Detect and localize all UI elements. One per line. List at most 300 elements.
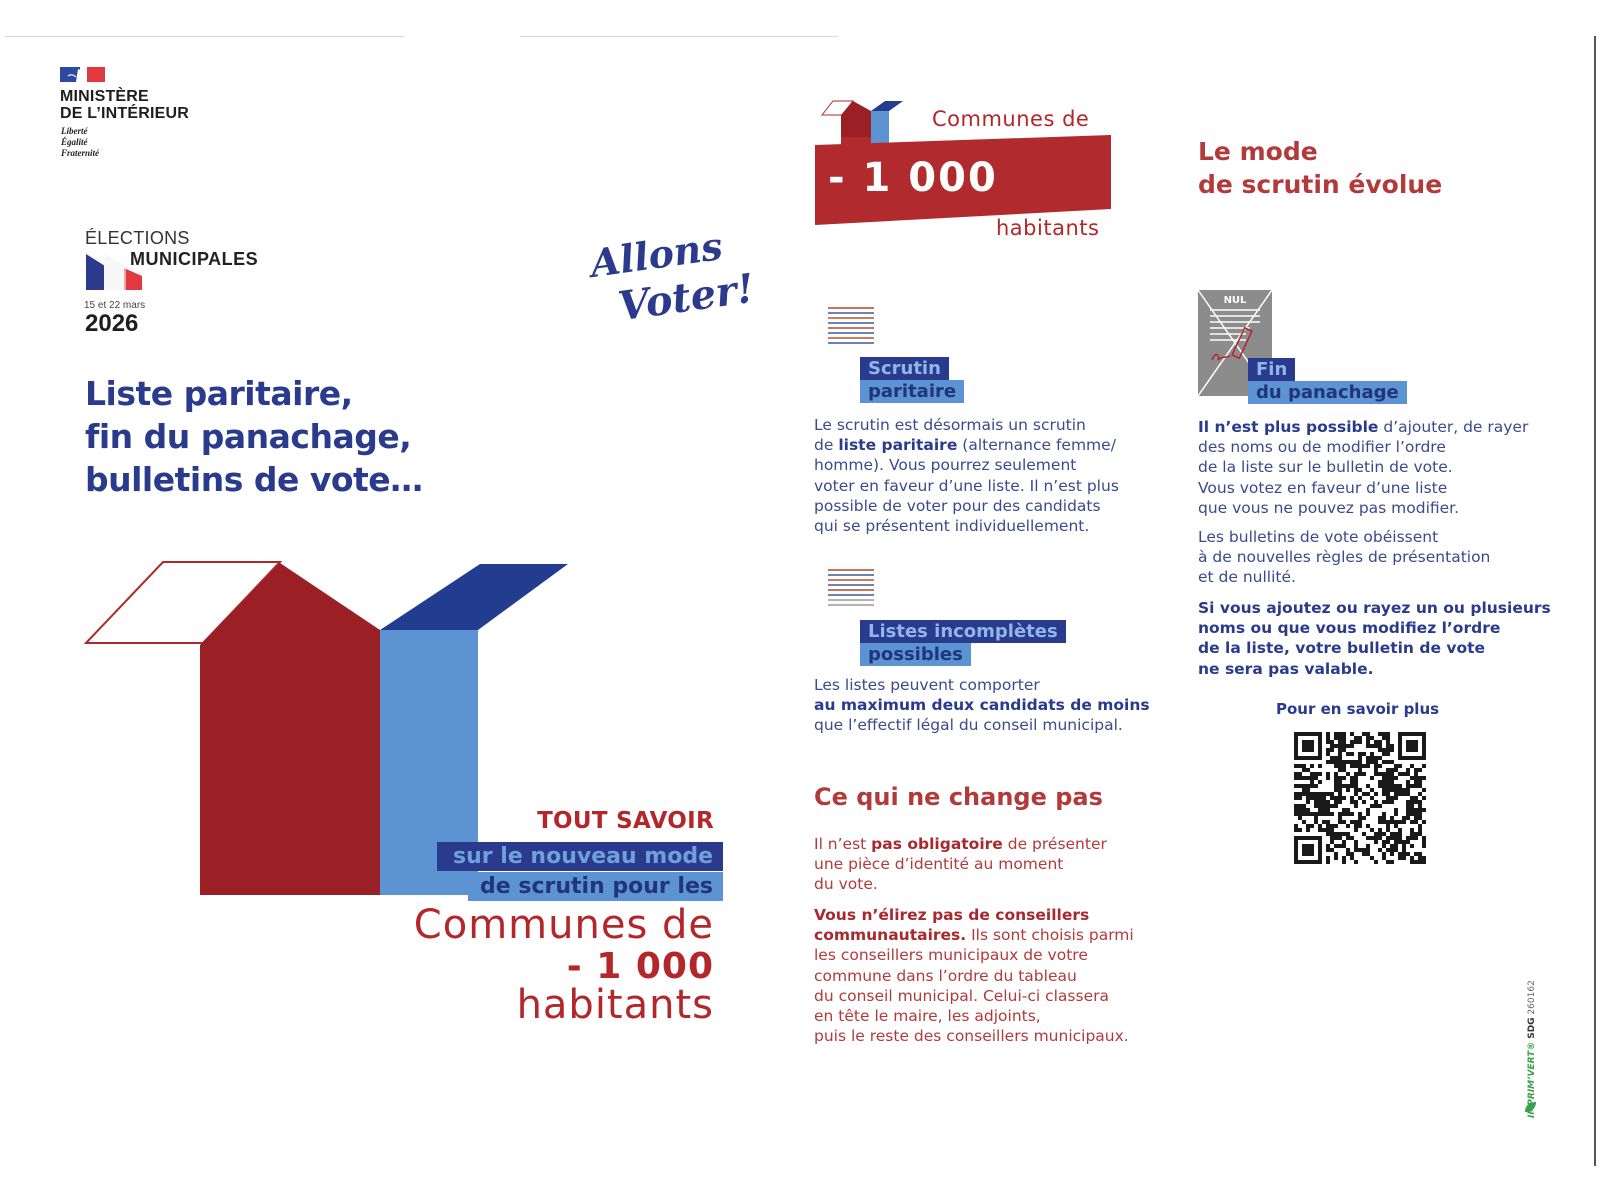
qr-module xyxy=(1382,812,1386,816)
qr-module xyxy=(1390,748,1394,752)
qr-module xyxy=(1406,840,1410,844)
qr-module xyxy=(1406,816,1410,820)
qr-module xyxy=(1370,856,1374,860)
no-change-para2 xyxy=(814,905,1134,1046)
qr-module xyxy=(1310,776,1314,780)
qr-module xyxy=(1374,764,1378,768)
qr-module xyxy=(1410,844,1414,848)
qr-module xyxy=(1338,744,1342,748)
qr-module xyxy=(1422,788,1426,792)
qr-module xyxy=(1306,812,1310,816)
qr-module xyxy=(1386,760,1390,764)
qr-module xyxy=(1354,804,1358,808)
qr-module xyxy=(1310,792,1314,796)
qr-module xyxy=(1342,856,1346,860)
qr-module xyxy=(1390,760,1394,764)
qr-module xyxy=(1386,848,1390,852)
qr-module xyxy=(1318,780,1322,784)
qr-module xyxy=(1406,784,1410,788)
qr-module xyxy=(1410,832,1414,836)
qr-module xyxy=(1358,752,1362,756)
qr-module xyxy=(1362,848,1366,852)
qr-module xyxy=(1326,772,1330,776)
qr-module xyxy=(1294,776,1298,780)
qr-module xyxy=(1354,840,1358,844)
qr-module xyxy=(1374,836,1378,840)
qr-module xyxy=(1314,804,1318,808)
qr-module xyxy=(1322,792,1326,796)
qr-module xyxy=(1398,836,1402,840)
qr-module xyxy=(1334,780,1338,784)
qr-module xyxy=(1390,836,1394,840)
qr-module xyxy=(1318,764,1322,768)
qr-module xyxy=(1406,800,1410,804)
no-change-para1 xyxy=(814,834,1107,895)
election-dates: 15 et 22 mars xyxy=(84,300,146,311)
qr-module xyxy=(1338,812,1342,816)
qr-module xyxy=(1378,732,1382,736)
qr-module xyxy=(1318,804,1322,808)
ministry-name xyxy=(60,88,189,122)
qr-module xyxy=(1394,792,1398,796)
qr-module xyxy=(1314,820,1318,824)
qr-module xyxy=(1326,832,1330,836)
qr-module xyxy=(1310,784,1314,788)
qr-module xyxy=(1334,764,1338,768)
qr-module xyxy=(1338,760,1342,764)
qr-module xyxy=(1298,792,1302,796)
text-line: et de nullité. xyxy=(1198,568,1296,587)
qr-module xyxy=(1394,784,1398,788)
election-year: 2026 xyxy=(85,310,139,337)
qr-module xyxy=(1394,796,1398,800)
qr-module xyxy=(1374,832,1378,836)
qr-module xyxy=(1318,808,1322,812)
text-line: Vous votez en faveur d’une liste xyxy=(1198,478,1448,497)
qr-module xyxy=(1306,768,1310,772)
qr-module xyxy=(1394,788,1398,792)
qr-module xyxy=(1322,828,1326,832)
qr-module xyxy=(1370,796,1374,800)
qr-module xyxy=(1366,824,1370,828)
qr-module xyxy=(1326,776,1330,780)
qr-module xyxy=(1330,804,1334,808)
qr-module xyxy=(1326,824,1330,828)
slogan-line1: Allons xyxy=(587,222,726,287)
qr-module xyxy=(1326,844,1330,848)
qr-module xyxy=(1418,816,1422,820)
qr-module xyxy=(1306,796,1310,800)
qr-module xyxy=(1294,764,1298,768)
qr-module xyxy=(1298,776,1302,780)
qr-module xyxy=(1338,780,1342,784)
qr-module xyxy=(1326,860,1330,864)
qr-module xyxy=(1354,760,1358,764)
qr-module xyxy=(1390,816,1394,820)
qr-module xyxy=(1410,860,1414,864)
qr-module xyxy=(1394,820,1398,824)
qr-module xyxy=(1314,812,1318,816)
qr-module xyxy=(1298,816,1302,820)
qr-finder xyxy=(1406,740,1418,752)
qr-module xyxy=(1298,784,1302,788)
qr-module xyxy=(1346,760,1350,764)
text-line xyxy=(814,435,1119,455)
text-line: noms ou que vous modifiez l’ordre xyxy=(1198,619,1501,638)
qr-module xyxy=(1350,836,1354,840)
qr-module xyxy=(1398,764,1402,768)
qr-module xyxy=(1394,824,1398,828)
qr-module xyxy=(1326,752,1330,756)
qr-module xyxy=(1338,764,1342,768)
qr-module xyxy=(1322,796,1326,800)
qr-module xyxy=(1334,804,1338,808)
headline-line: Liste paritaire, xyxy=(85,374,353,413)
qr-module xyxy=(1338,836,1342,840)
qr-module xyxy=(1346,808,1350,812)
qr-module xyxy=(1354,844,1358,848)
qr-module xyxy=(1406,772,1410,776)
qr-module xyxy=(1382,780,1386,784)
qr-module xyxy=(1402,840,1406,844)
qr-module xyxy=(1310,824,1314,828)
qr-module xyxy=(1402,852,1406,856)
qr-module xyxy=(1350,812,1354,816)
qr-module xyxy=(1418,808,1422,812)
qr-module xyxy=(1358,760,1362,764)
allons-voter-slogan xyxy=(587,222,758,338)
qr-module xyxy=(1294,772,1298,776)
qr-module xyxy=(1386,748,1390,752)
qr-module xyxy=(1414,780,1418,784)
qr-module xyxy=(1354,788,1358,792)
qr-module xyxy=(1338,832,1342,836)
qr-module xyxy=(1422,860,1426,864)
qr-module xyxy=(1394,776,1398,780)
qr-module xyxy=(1302,820,1306,824)
text-line: commune dans l’ordre du tableau xyxy=(814,966,1077,985)
qr-module xyxy=(1410,796,1414,800)
qr-module xyxy=(1342,776,1346,780)
qr-module xyxy=(1354,764,1358,768)
text-bold: pas obligatoire xyxy=(871,835,1003,853)
qr-module xyxy=(1342,768,1346,772)
qr-module xyxy=(1398,784,1402,788)
qr-module xyxy=(1350,764,1354,768)
qr-module xyxy=(1414,852,1418,856)
qr-module xyxy=(1342,748,1346,752)
tag-scrutin: Scrutin xyxy=(860,357,949,380)
qr-module xyxy=(1326,800,1330,804)
imprimvert-mark xyxy=(1524,978,1540,1118)
qr-module xyxy=(1374,792,1378,796)
qr-module xyxy=(1306,800,1310,804)
banner-population-number: - 1 000 xyxy=(828,155,998,201)
qr-code[interactable] xyxy=(1294,732,1426,864)
marianne-logo-icon xyxy=(60,67,105,82)
qr-module xyxy=(1310,812,1314,816)
qr-module xyxy=(1422,808,1426,812)
qr-module xyxy=(1418,784,1422,788)
text-line: qui se présentent individuellement. xyxy=(814,517,1090,536)
qr-module xyxy=(1354,772,1358,776)
qr-module xyxy=(1402,848,1406,852)
qr-module xyxy=(1410,764,1414,768)
qr-module xyxy=(1370,804,1374,808)
text-line: les conseillers municipaux de votre xyxy=(814,946,1088,965)
text-line: en tête le maire, les adjoints, xyxy=(814,1007,1041,1026)
qr-module xyxy=(1414,796,1418,800)
qr-module xyxy=(1298,812,1302,816)
qr-module xyxy=(1366,836,1370,840)
qr-module xyxy=(1390,800,1394,804)
municipales-label: MUNICIPALES xyxy=(130,249,259,269)
qr-module xyxy=(1382,748,1386,752)
qr-module xyxy=(1382,832,1386,836)
qr-module xyxy=(1338,768,1342,772)
qr-finder xyxy=(1302,844,1314,856)
cover-population-number: - 1 000 xyxy=(566,946,714,987)
scan-edge-line xyxy=(5,36,405,37)
qr-module xyxy=(1370,752,1374,756)
qr-module xyxy=(1382,776,1386,780)
qr-module xyxy=(1374,768,1378,772)
text-line: possible de voter pour des candidats xyxy=(814,496,1101,515)
text-bold: communautaires. xyxy=(814,926,967,945)
qr-module xyxy=(1366,812,1370,816)
ministry-motto xyxy=(61,126,99,159)
qr-module xyxy=(1334,852,1338,856)
qr-module xyxy=(1374,772,1378,776)
qr-module xyxy=(1338,756,1342,760)
qr-module xyxy=(1334,760,1338,764)
qr-module xyxy=(1422,856,1426,860)
qr-module xyxy=(1326,740,1330,744)
qr-module xyxy=(1366,744,1370,748)
qr-module xyxy=(1358,740,1362,744)
qr-module xyxy=(1410,776,1414,780)
text-line: Si vous ajoutez ou rayez un ou plusieurs xyxy=(1198,599,1551,617)
text-line: de la liste sur le bulletin de vote. xyxy=(1198,458,1453,477)
qr-module xyxy=(1342,832,1346,836)
qr-module xyxy=(1362,832,1366,836)
qr-module xyxy=(1394,812,1398,816)
imprimvert-text xyxy=(1524,978,1540,1118)
qr-module xyxy=(1294,792,1298,796)
qr-module xyxy=(1334,784,1338,788)
scrutin-paritaire-text xyxy=(814,415,1119,536)
qr-module xyxy=(1374,840,1378,844)
cover-habitants-label: habitants xyxy=(516,982,714,1028)
banner-communes-label: Communes de xyxy=(932,107,1090,131)
qr-module xyxy=(1390,788,1394,792)
qr-module xyxy=(1366,844,1370,848)
qr-module xyxy=(1318,824,1322,828)
qr-module xyxy=(1422,776,1426,780)
qr-module xyxy=(1294,784,1298,788)
qr-module xyxy=(1294,828,1298,832)
qr-module xyxy=(1418,860,1422,864)
qr-module xyxy=(1378,820,1382,824)
qr-module xyxy=(1398,828,1402,832)
qr-module xyxy=(1386,780,1390,784)
qr-module xyxy=(1326,812,1330,816)
cover-headline xyxy=(85,372,423,501)
qr-module xyxy=(1330,756,1334,760)
qr-module xyxy=(1326,848,1330,852)
qr-module xyxy=(1338,788,1342,792)
qr-module xyxy=(1402,772,1406,776)
text-line: que vous ne pouvez pas modifier. xyxy=(1198,498,1460,517)
text-line xyxy=(814,695,1150,715)
text-span: (alternance femme/ xyxy=(957,436,1116,455)
qr-module xyxy=(1338,796,1342,800)
qr-module xyxy=(1338,748,1342,752)
qr-module xyxy=(1382,844,1386,848)
qr-module xyxy=(1346,852,1350,856)
qr-module xyxy=(1382,760,1386,764)
qr-module xyxy=(1366,740,1370,744)
tricolor-flag-icon xyxy=(86,254,146,298)
qr-module xyxy=(1338,740,1342,744)
qr-module xyxy=(1418,776,1422,780)
qr-module xyxy=(1386,836,1390,840)
qr-module xyxy=(1386,824,1390,828)
qr-module xyxy=(1314,792,1318,796)
qr-module xyxy=(1354,828,1358,832)
qr-module xyxy=(1342,784,1346,788)
qr-module xyxy=(1390,780,1394,784)
qr-module xyxy=(1382,788,1386,792)
qr-module xyxy=(1338,752,1342,756)
qr-module xyxy=(1418,832,1422,836)
qr-module xyxy=(1342,744,1346,748)
qr-module xyxy=(1294,796,1298,800)
qr-module xyxy=(1342,860,1346,864)
qr-module xyxy=(1326,820,1330,824)
qr-module xyxy=(1298,772,1302,776)
qr-module xyxy=(1414,816,1418,820)
qr-module xyxy=(1374,740,1378,744)
qr-module xyxy=(1390,776,1394,780)
qr-module xyxy=(1358,796,1362,800)
qr-module xyxy=(1334,776,1338,780)
qr-module xyxy=(1370,736,1374,740)
qr-module xyxy=(1334,732,1338,736)
qr-module xyxy=(1334,832,1338,836)
qr-module xyxy=(1334,856,1338,860)
qr-module xyxy=(1326,808,1330,812)
qr-module xyxy=(1350,740,1354,744)
qr-module xyxy=(1298,764,1302,768)
qr-module xyxy=(1346,752,1350,756)
qr-module xyxy=(1378,756,1382,760)
qr-module xyxy=(1378,764,1382,768)
qr-module xyxy=(1350,856,1354,860)
qr-module xyxy=(1362,816,1366,820)
qr-module xyxy=(1402,844,1406,848)
qr-module xyxy=(1422,840,1426,844)
text-line xyxy=(1198,417,1528,437)
qr-module xyxy=(1366,756,1370,760)
qr-module xyxy=(1342,812,1346,816)
qr-module xyxy=(1350,784,1354,788)
qr-module xyxy=(1318,792,1322,796)
qr-module xyxy=(1294,808,1298,812)
qr-module xyxy=(1406,804,1410,808)
qr-module xyxy=(1366,760,1370,764)
qr-module xyxy=(1370,756,1374,760)
qr-module xyxy=(1390,784,1394,788)
qr-module xyxy=(1354,776,1358,780)
qr-module xyxy=(1402,788,1406,792)
text-line: homme). Vous pourrez seulement xyxy=(814,456,1077,475)
qr-module xyxy=(1354,736,1358,740)
qr-module xyxy=(1362,800,1366,804)
qr-module xyxy=(1346,848,1350,852)
qr-module xyxy=(1370,744,1374,748)
qr-module xyxy=(1414,832,1418,836)
qr-module xyxy=(1422,820,1426,824)
qr-module xyxy=(1306,784,1310,788)
incomplete-list-icon xyxy=(828,568,876,608)
text-line: de la liste, votre bulletin de vote xyxy=(1198,639,1486,658)
qr-module xyxy=(1406,788,1410,792)
text-span: de xyxy=(814,436,839,455)
qr-module xyxy=(1322,804,1326,808)
qr-module xyxy=(1386,736,1390,740)
qr-module xyxy=(1410,784,1414,788)
qr-module xyxy=(1378,744,1382,748)
qr-module xyxy=(1330,812,1334,816)
qr-module xyxy=(1378,828,1382,832)
qr-module xyxy=(1326,760,1330,764)
qr-module xyxy=(1390,744,1394,748)
ministry-name-line1: MINISTÈRE xyxy=(60,88,149,105)
qr-module xyxy=(1306,792,1310,796)
qr-module xyxy=(1370,776,1374,780)
qr-module xyxy=(1414,768,1418,772)
qr-module xyxy=(1342,808,1346,812)
listes-incompletes-text xyxy=(814,675,1150,736)
qr-module xyxy=(1414,776,1418,780)
qr-module xyxy=(1418,768,1422,772)
nul-label: NUL xyxy=(1223,295,1247,306)
text-line: une pièce d’identité au moment xyxy=(814,855,1064,874)
qr-module xyxy=(1398,856,1402,860)
qr-module xyxy=(1362,764,1366,768)
qr-module xyxy=(1302,764,1306,768)
qr-module xyxy=(1346,744,1350,748)
qr-module xyxy=(1386,732,1390,736)
qr-module xyxy=(1366,732,1370,736)
qr-module xyxy=(1414,800,1418,804)
qr-module xyxy=(1334,836,1338,840)
qr-module xyxy=(1306,828,1310,832)
qr-module xyxy=(1414,836,1418,840)
text-line xyxy=(814,905,1134,925)
qr-module xyxy=(1378,848,1382,852)
text-span: Ils sont choisis parmi xyxy=(966,926,1134,945)
qr-module xyxy=(1358,788,1362,792)
qr-module xyxy=(1294,812,1298,816)
text-line: à de nouvelles règles de présentation xyxy=(1198,548,1491,567)
page-fold-line xyxy=(1594,36,1596,1166)
qr-module xyxy=(1338,820,1342,824)
qr-module xyxy=(1386,792,1390,796)
qr-module xyxy=(1326,792,1330,796)
qr-module xyxy=(1366,764,1370,768)
